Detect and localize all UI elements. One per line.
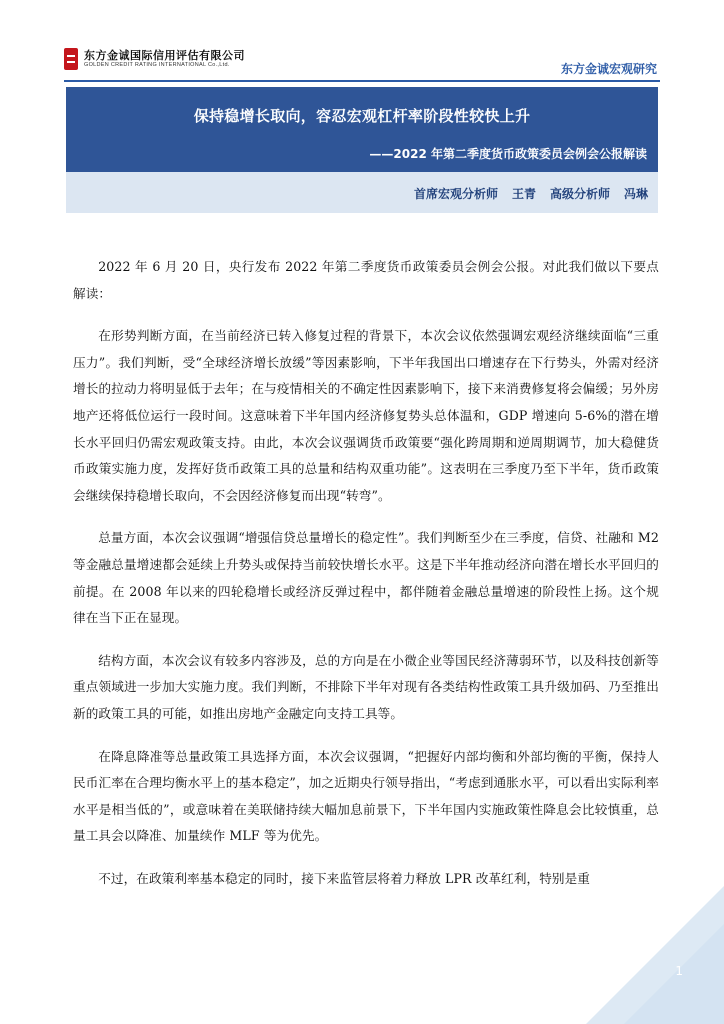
sub-title: ——2022 年第二季度货币政策委员会例会公报解读 (369, 147, 647, 161)
company-name-cn: 东方金诚国际信用评估有限公司 (84, 48, 245, 62)
logo-text (84, 50, 245, 69)
author-line (414, 185, 648, 202)
paragraph-tools: 在降息降准等总量政策工具选择方面，本次会议强调，“把握好内部均衡和外部均衡的平衡，保持人民币汇率在合理均衡水平上的基本稳定”，加之近期央行领导指出，“考虑到通胀水平，可以看出实际利率水平是相当低的”，或意味着在美联储持续大幅加息前景下，下半年国内实施政策性降息会比较慎重，总量工具会以降准、加量续作 MLF 等为优先。 (73, 748, 659, 844)
page-header (0, 0, 724, 88)
corner-decoration (524, 824, 724, 1024)
author-name-1: 王青 (511, 187, 536, 201)
author-role-2: 高级分析师 (549, 187, 610, 201)
paragraph-intro: 2022 年 6 月 20 日，央行发布 2022 年第二季度货币政策委员会例会公报。对此我们做以下要点解读： (73, 259, 659, 301)
title-block (66, 87, 658, 172)
paragraph-aggregate: 总量方面，本次会议强调“增强信贷总量增长的稳定性”。我们判断至少在三季度，信贷、社融和 M2 等金融总量增速都会延续上升势头或保持当前较快增长水平。这是下半年推动经济向潜在增长水平回归的前提。在 2008 年以来的四轮稳增长或经济反弹过程中，都伴随着金融总量增速的阶段性上扬。这个规律在当下正在显现。 (73, 530, 659, 626)
paragraph-structure: 结构方面，本次会议有较多内容涉及，总的方向是在小微企业等国民经济薄弱环节，以及科技创新等重点领域进一步加大实施力度。我们判断，不排除下半年对现有各类结构性政策工具升级加码、乃至推出新的政策工具的可能，如推出房地产金融定向支持工具等。 (73, 652, 659, 721)
company-logo (64, 48, 245, 70)
body-text (73, 254, 659, 908)
header-divider (64, 80, 660, 82)
main-title: 保持稳增长取向，容忍宏观杠杆率阶段性较快上升 (193, 107, 531, 125)
logo-mark-icon (64, 48, 78, 70)
company-name-en: GOLDEN CREDIT RATING INTERNATIONAL Co.,Ltd. (84, 61, 230, 68)
brand-tag: 东方金诚宏观研究 (560, 62, 657, 76)
paragraph-lpr: 不过，在政策利率基本稳定的同时，接下来监管层将着力释放 LPR 改革红利，特别是重 (98, 870, 590, 886)
paragraph-situation: 在形势判断方面，在当前经济已转入修复过程的背景下，本次会议依然强调宏观经济继续面临“三重压力”。我们判断，受“全球经济增长放缓”等因素影响，下半年我国出口增速存在下行势头，外需对经济增长的拉动力将明显低于去年；在与疫情相关的不确定性因素影响下，接下来消费修复将会偏缓；另外房地产还将低位运行一段时间。这意味着下半年国内经济修复势头总体温和，GDP 增速向 5-6%的潜在增长水平回归仍需宏观政策支持。由此，本次会议强调货币政策要“强化跨周期和逆周期调节，加大稳健货币政策实施力度，发挥好货币政策工具的总量和结构双重功能”。这表明在三季度乃至下半年，货币政策会继续保持稳增长取向，不会因经济修复而出现“转弯”。 (73, 328, 659, 503)
page-number: 1 (675, 964, 683, 978)
author-name-2: 冯琳 (623, 187, 648, 201)
author-block (66, 172, 658, 213)
author-role-1: 首席宏观分析师 (413, 187, 498, 201)
